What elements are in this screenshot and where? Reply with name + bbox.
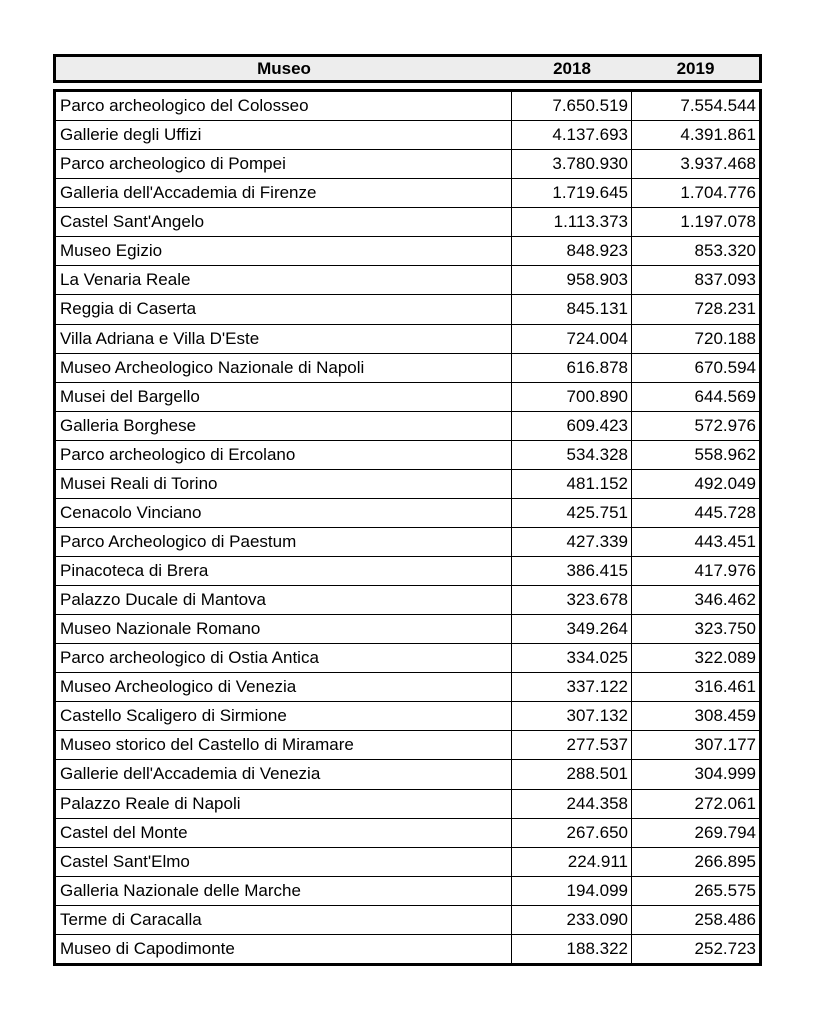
- table-row: [56, 615, 759, 644]
- header-2018: 2018: [553, 58, 591, 78]
- visitors-2019-cell: 1.704.776: [680, 183, 756, 203]
- museum-name-cell: Galleria Borghese: [56, 412, 512, 440]
- visitors-2018-cell: 188.322: [512, 935, 632, 963]
- museum-name-cell: La Venaria Reale: [56, 266, 512, 294]
- museum-name-cell: Museo Archeologico Nazionale di Napoli: [56, 354, 512, 382]
- museum-name-cell: Parco Archeologico di Paestum: [56, 528, 512, 556]
- table-row: [56, 935, 759, 963]
- table-row: [56, 644, 759, 673]
- table-row: [56, 848, 759, 877]
- visitors-2019-cell: 492.049: [694, 473, 756, 493]
- visitors-2018-cell: 1.719.645: [512, 179, 632, 207]
- visitors-2018-cell: 288.501: [512, 760, 632, 788]
- museum-name-cell: Parco archeologico di Ercolano: [56, 441, 512, 469]
- table-row: [56, 731, 759, 760]
- visitors-2018-cell: 334.025: [512, 644, 632, 672]
- table-row: [56, 412, 759, 441]
- visitors-2018-cell: 609.423: [512, 412, 632, 440]
- table-body: [56, 92, 759, 963]
- visitors-2019-cell: 252.723: [694, 938, 756, 958]
- museum-name-cell: Cenacolo Vinciano: [56, 499, 512, 527]
- table-row: [56, 150, 759, 179]
- table-row: [56, 295, 759, 324]
- museum-name-cell: Musei Reali di Torino: [56, 470, 512, 498]
- table-row: [56, 179, 759, 208]
- visitors-2018-cell: 233.090: [512, 906, 632, 934]
- museum-name-cell: Terme di Caracalla: [56, 906, 512, 934]
- visitors-2018-cell: 349.264: [512, 615, 632, 643]
- visitors-2019-cell: 322.089: [694, 648, 756, 668]
- visitors-2018-cell: 307.132: [512, 702, 632, 730]
- visitors-2018-cell: 267.650: [512, 819, 632, 847]
- visitors-2019-cell: 445.728: [694, 502, 756, 522]
- visitors-2018-cell: 481.152: [512, 470, 632, 498]
- visitors-2019-cell: 443.451: [694, 531, 756, 551]
- museum-visitors-table: [53, 89, 762, 966]
- table-row: [56, 208, 759, 237]
- visitors-2018-cell: 7.650.519: [512, 92, 632, 120]
- table-row: [56, 237, 759, 266]
- museum-name-cell: Museo di Capodimonte: [56, 935, 512, 963]
- museum-name-cell: Villa Adriana e Villa D'Este: [56, 325, 512, 353]
- table-row: [56, 673, 759, 702]
- visitors-2019-cell: 853.320: [694, 241, 756, 261]
- visitors-2019-cell: 304.999: [694, 764, 756, 784]
- table-header: [53, 54, 762, 83]
- museum-name-cell: Museo Nazionale Romano: [56, 615, 512, 643]
- visitors-2019-cell: 417.976: [694, 561, 756, 581]
- table-row: [56, 92, 759, 121]
- museum-name-cell: Parco archeologico del Colosseo: [56, 92, 512, 120]
- visitors-2018-cell: 244.358: [512, 790, 632, 818]
- museum-name-cell: Castel Sant'Angelo: [56, 208, 512, 236]
- visitors-2019-cell: 558.962: [694, 444, 756, 464]
- visitors-2019-cell: 3.937.468: [680, 154, 756, 174]
- table-row: [56, 528, 759, 557]
- table-row: [56, 557, 759, 586]
- museum-name-cell: Castel del Monte: [56, 819, 512, 847]
- museum-name-cell: Museo storico del Castello di Miramare: [56, 731, 512, 759]
- visitors-2018-cell: 427.339: [512, 528, 632, 556]
- museum-name-cell: Pinacoteca di Brera: [56, 557, 512, 585]
- visitors-2019-cell: 1.197.078: [680, 212, 756, 232]
- visitors-2018-cell: 616.878: [512, 354, 632, 382]
- visitors-2019-cell: 307.177: [694, 735, 756, 755]
- museum-name-cell: Galleria Nazionale delle Marche: [56, 877, 512, 905]
- table-row: [56, 441, 759, 470]
- visitors-2019-cell: 346.462: [694, 590, 756, 610]
- visitors-2018-cell: 848.923: [512, 237, 632, 265]
- visitors-2018-cell: 1.113.373: [512, 208, 632, 236]
- table-row: [56, 702, 759, 731]
- visitors-2019-cell: 644.569: [694, 386, 756, 406]
- header-2019: 2019: [676, 58, 715, 78]
- visitors-2018-cell: 724.004: [512, 325, 632, 353]
- table-row: [56, 877, 759, 906]
- table-row: [56, 121, 759, 150]
- museum-name-cell: Palazzo Reale di Napoli: [56, 790, 512, 818]
- table-row: [56, 266, 759, 295]
- table-row: [56, 325, 759, 354]
- visitors-2019-cell: 7.554.544: [680, 96, 756, 116]
- visitors-2019-cell: 323.750: [694, 619, 756, 639]
- visitors-2018-cell: 534.328: [512, 441, 632, 469]
- visitors-2018-cell: 224.911: [512, 848, 632, 876]
- table-row: [56, 906, 759, 935]
- visitors-2019-cell: 316.461: [694, 677, 756, 697]
- museum-name-cell: Museo Egizio: [56, 237, 512, 265]
- visitors-2019-cell: 720.188: [694, 328, 756, 348]
- table-row: [56, 470, 759, 499]
- visitors-2019-cell: 269.794: [694, 822, 756, 842]
- visitors-2019-cell: 4.391.861: [680, 125, 756, 145]
- museum-name-cell: Reggia di Caserta: [56, 295, 512, 323]
- museum-name-cell: Castel Sant'Elmo: [56, 848, 512, 876]
- visitors-2018-cell: 845.131: [512, 295, 632, 323]
- museum-name-cell: Castello Scaligero di Sirmione: [56, 702, 512, 730]
- museum-name-cell: Palazzo Ducale di Mantova: [56, 586, 512, 614]
- visitors-2019-cell: 258.486: [694, 909, 756, 929]
- visitors-2018-cell: 958.903: [512, 266, 632, 294]
- visitors-2019-cell: 265.575: [694, 880, 756, 900]
- header-museo: Museo: [257, 58, 311, 78]
- visitors-2018-cell: 4.137.693: [512, 121, 632, 149]
- visitors-2018-cell: 386.415: [512, 557, 632, 585]
- table-row: [56, 760, 759, 789]
- table-row: [56, 819, 759, 848]
- visitors-2018-cell: 277.537: [512, 731, 632, 759]
- visitors-2018-cell: 3.780.930: [512, 150, 632, 178]
- visitors-2019-cell: 670.594: [694, 357, 756, 377]
- museum-name-cell: Parco archeologico di Pompei: [56, 150, 512, 178]
- museum-name-cell: Museo Archeologico di Venezia: [56, 673, 512, 701]
- table-row: [56, 354, 759, 383]
- table-row: [56, 383, 759, 412]
- table-row: [56, 586, 759, 615]
- visitors-2018-cell: 700.890: [512, 383, 632, 411]
- visitors-2018-cell: 337.122: [512, 673, 632, 701]
- visitors-2019-cell: 837.093: [694, 270, 756, 290]
- table-row: [56, 790, 759, 819]
- museum-name-cell: Galleria dell'Accademia di Firenze: [56, 179, 512, 207]
- visitors-2018-cell: 425.751: [512, 499, 632, 527]
- museum-name-cell: Gallerie dell'Accademia di Venezia: [56, 760, 512, 788]
- visitors-2019-cell: 572.976: [694, 415, 756, 435]
- museum-name-cell: Musei del Bargello: [56, 383, 512, 411]
- visitors-2019-cell: 728.231: [694, 299, 756, 319]
- visitors-2018-cell: 194.099: [512, 877, 632, 905]
- visitors-2019-cell: 308.459: [694, 706, 756, 726]
- visitors-2019-cell: 272.061: [694, 793, 756, 813]
- museum-name-cell: Parco archeologico di Ostia Antica: [56, 644, 512, 672]
- table-row: [56, 499, 759, 528]
- museum-name-cell: Gallerie degli Uffizi: [56, 121, 512, 149]
- visitors-2019-cell: 266.895: [694, 851, 756, 871]
- visitors-2018-cell: 323.678: [512, 586, 632, 614]
